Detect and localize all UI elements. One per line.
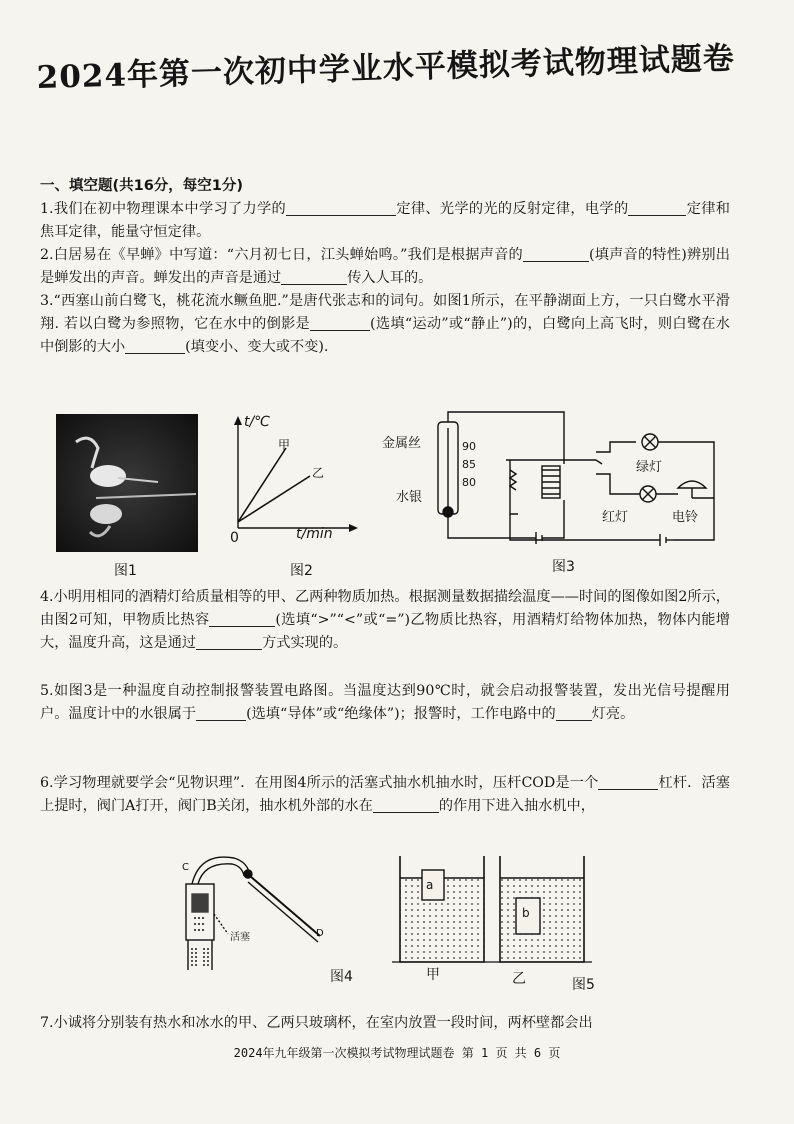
figure-5-beakers [392,854,592,966]
question-2 [40,244,730,290]
q4-text-b: (选填“>”“<”或“=”)乙物质比热容，用酒精灯给物体加热，物体内能增大，温度升高，这是通过 [40,612,730,652]
q2-text-b: (填声音的特性)辨别出是蝉发出的声音。蝉发出的声音是通过 [40,247,730,287]
q4-text-c: 方式实现的。 [262,635,348,652]
q5-text-a: 5.如图3是一种温度自动控制报警装置电路图。当温度达到90℃时，就会启动报警装置，发出光信号提醒用户。温度计中的水银属于 [40,683,730,723]
line-jia [238,448,286,522]
figure-4-pump [170,844,330,976]
figure-3-red-lamp-label: 红灯 [602,510,629,525]
q2-text-a: 2.白居易在《早蝉》中写道：“六月初七日，江头蝉始鸣。”我们是根据声音的 [40,247,523,263]
line-yi [238,476,310,522]
answer-blank[interactable] [196,704,246,721]
q2-text-c: 传入人耳的。 [347,270,433,287]
answer-blank[interactable] [556,704,592,721]
answer-blank[interactable] [281,268,347,285]
figure-5-beaker-jia: 甲 [426,967,440,983]
figure-5-beaker-yi: 乙 [512,971,526,987]
question-1 [40,198,730,244]
figure-5-block-a-label: a [426,878,434,892]
q1-text-b: 定律、光学的光的反射定律，电学的 [396,201,629,217]
figure-3-tick-85: 85 [462,458,476,471]
q3-text-a: 3.“西塞山前白鹭飞，桃花流水鳜鱼肥.”是唐代张志和的词句。如图1所示，在平静湖面上方，一只白鹭水平滑翔. 若以白鹭为参照物，它在水中的倒影是 [40,293,730,333]
question-5 [40,680,730,726]
figure-2-origin: 0 [230,530,239,546]
answer-blank[interactable] [209,610,275,627]
q5-text-b: (选填“导体”或“绝缘体”)；报警时，工作电路中的 [246,706,556,723]
figure-4-piston-label: 活塞 [230,932,250,943]
figure-3-tick-80: 80 [462,476,476,489]
answer-blank[interactable] [310,314,370,331]
question-4 [40,586,730,656]
q3-text-b: (选填“运动”或“静止”)的，白鹭向上高飞时，则白鹭在水中倒影的大小 [40,316,730,356]
answer-blank[interactable] [125,337,185,354]
answer-blank[interactable] [196,633,262,650]
question-6 [40,772,730,818]
answer-blank[interactable] [373,796,439,813]
page-footer: 2024年九年级第一次模拟考试物理试题卷 第 1 页 共 6 页 [233,1046,561,1060]
figure-1-caption: 图1 [114,563,137,579]
q4-text-a: 4.小明用相同的酒精灯给质量相等的甲、乙两种物质加热。根据测量数据描绘温度——时间的图像如图2所示，由图2可知，甲物质比热容 [40,589,730,629]
figure-3-bell-label: 电铃 [672,510,699,525]
answer-blank[interactable] [523,245,589,262]
figure-5-caption: 图5 [572,977,595,993]
q5-text-c: 灯亮。 [591,706,635,723]
figure-2-ylabel: t/℃ [244,414,270,430]
figure-4-label-d: D [316,928,324,939]
figure-5-block-b-label: b [522,906,530,920]
q1-text-c: 定律和焦耳定律，能量守恒定律。 [40,201,730,241]
figure-3-green-lamp-label: 绿灯 [636,460,663,475]
figure-4-label-c: C [182,862,189,873]
question-7 [40,1012,730,1035]
answer-blank[interactable] [286,199,396,216]
answer-blank[interactable] [598,773,658,790]
figure-3-caption: 图3 [552,559,575,575]
figure-3-wire-label: 金属丝 [382,436,422,451]
q3-text-c: (填变小、变大或不变). [185,339,329,356]
figure-2-line-b-label: 乙 [312,466,325,480]
figure-3-tick-90: 90 [462,440,476,453]
figure-4-caption: 图4 [330,969,353,985]
figure-2-line-a-label: 甲 [278,438,291,452]
exam-title: 2024年第一次初中学业水平模拟考试物理试题卷 [36,40,736,96]
section-heading: 一、填空题(共16分，每空1分) [40,178,244,194]
answer-blank[interactable] [628,199,686,216]
q7-text-a: 7.小诚将分别装有热水和冰水的甲、乙两只玻璃杯，在室内放置一段时间，两杯壁都会出 [40,1015,593,1031]
figure-3-circuit [378,404,738,552]
q6-text-a: 6.学习物理就要学会“见物识理”．在用图4所示的活塞式抽水机抽水时，压杆COD是一个 [40,775,599,791]
figure-2-caption: 图2 [290,563,313,579]
figure-1-photo [56,414,198,552]
question-3 [40,290,730,360]
figure-3-mercury-label: 水银 [396,490,423,505]
q6-text-c: 的作用下进入抽水机中， [438,798,595,815]
q6-text-b: 杠杆．活塞上提时，阀门A打开，阀门B关闭，抽水机外部的水在 [40,775,730,815]
figure-2-xlabel: t/min [296,526,333,542]
figure-2-graph [226,414,364,546]
q1-text-a: 1.我们在初中物理课本中学习了力学的 [40,201,286,217]
